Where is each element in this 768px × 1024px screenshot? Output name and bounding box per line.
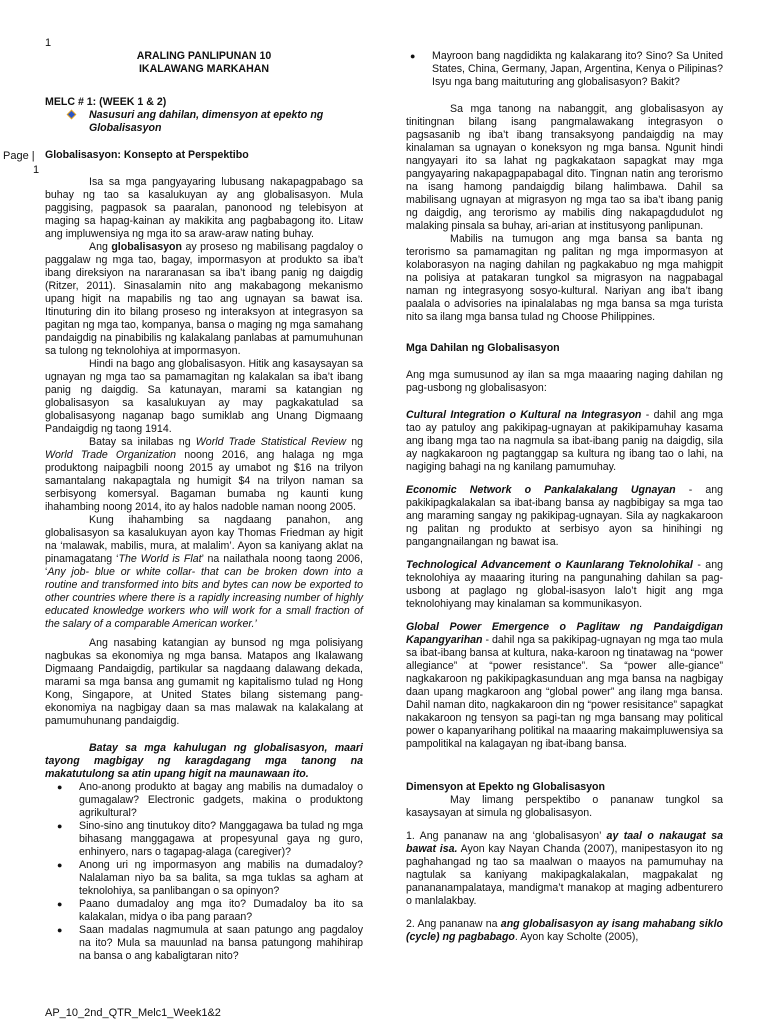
view-2: 2. Ang pananaw na ang globalisasyon ay isang mahabang siklo (cycle) ng pagbabago. Ayon kay Scholte (2005), <box>406 918 723 943</box>
section-title-dimensyon: Dimensyon at Epekto ng Globalisasyon <box>406 781 605 793</box>
list-item: ● Sino-sino ang tinutukoy dito? Manggagawa ba tulad ng mga bihasang manggagawa at propesyunal gaya ng guro, enhinyero, nars o tagapag-alaga (caregiver)? <box>79 820 363 859</box>
reason-3: Technological Advancement o Kaunlarang Teknolohikal - ang teknolohiya ay maaaring ituring na pangunahing dahilan sa pag-usbong at paglago ng global-isasyon lalo’t higit ang mga teknolohiyang may kinalaman sa kommunikasyon. <box>406 559 723 610</box>
paragraph-2: Ang globalisasyon ay proseso ng mabilisang pagdaloy o paggalaw ng mga tao, bagay, impormasyon at produkto sa iba’t ibang direksiyon na nararanasan sa iba’t ibang panig ng daigdig (Ritzer, 2011). Sinasalamin nito ang makabagong mekanismo upang higit na mapabilis ng tao ang ugnayan sa bawat isa. Itinuturing din ito bilang proseso ng interaksyon at integrasyon sa pagitan ng mga tao, kompanya, bansa o maging ng mga samahang pandaigdig na pinabibilis ng kalakalang panlabas at pamumuhunan sa tulong ng teknolohiya at impormasyon. <box>45 241 363 357</box>
questions-list-right <box>406 50 723 89</box>
section-title-konsepto: Globalisasyon: Konsepto at Perspektibo <box>45 149 249 161</box>
paragraph-r2: Mabilis na tumugon ang mga bansa sa banta ng terorismo sa pamamagitan ng palitan ng mga impormasyon at kolaborasyon na naging dahilan ng pagkakabuo ng mga mahigpit na polisiya at patakaran tungkol sa migrasyon na nagpabagal naman ng integrasyong sosyo-kultural. Nariyan ang iba’t ibang paalala o advisories na ipinalalabas ng mga bansa sa mga turista nito sa ilang mga bansa tulad ng Choose Philippines. <box>406 233 723 323</box>
document-header <box>45 50 363 76</box>
paragraph-1: Isa sa mga pangyayaring lubusang nakapagpabago sa buhay ng tao sa kasalukuyan ay ang globalisasyon. Mula paggising, pagpasok sa paaralan, panonood ng telebisyon at maging sa hapag-kainan ay makikita ang pagbabagong ito. Litaw ang impluwensiya ng mga ito sa araw-araw nating buhay. <box>45 176 363 240</box>
reason-4: Global Power Emergence o Paglitaw ng Pandaigdigan Kapangyarihan - dahil nga sa pakikipag-ugnayan ng mga tao mula sa ibat-ibang bansa at kultura, naka-karoon ng tinatawag na “power allegiance” at “power resistance”. Sa “power alle-giance” nagkakaroon ng pakikipagkasunduan ang mga bansa na nagbigay daan upang magkaroon ang “global power” ang ilang mga bansa. Dahil naman dito, nagkakaroon din ng “power resisitance” sapagkat nakakaroon ng tensyon sa pagi-tan ng mga bansang may political power o kapanyarihang politikal na maaaring makaimpluwensiya sa pampolitikal na kalagayan ng ibat-ibang bansa. <box>406 621 723 750</box>
view-1: 1. Ang pananaw na ang ‘globalisasyon’ ay taal o nakaugat sa bawat isa. Ayon kay Nayan Chanda (2007), manipestasyon ito ng paghahangad ng tao sa maalwan o maayos na pamumuhay na nagtulak sa kaniyang makipagkalakalan, magpakalat ng panananampalataya, mandigma’t manakop at maging adbenturero o manlalakbay. <box>406 830 723 907</box>
page-label-number: 1 <box>33 164 40 176</box>
friedman-quote: Any job- blue or white collar- that can be broken down into a routine and transformed into bits and bytes can now be exported to other countries where there is a rapidly increasing number of highly educated knowledge workers who will work for a small fraction of the salary of a comparable American worker.’ <box>45 566 363 630</box>
page-label <box>3 149 39 177</box>
view-1-emphasis: ay taal o nakaugat sa bawat isa. <box>406 830 723 855</box>
source-title: World Trade Statistical Review <box>195 436 347 448</box>
diamond-bullet-icon <box>65 109 79 121</box>
paragraph-r4: May limang perspektibo o pananaw tungkol sa kasaysayan at simula ng globalisasyon. <box>406 794 723 819</box>
view-2-emphasis: ang globalisasyon ay isang mahabang siklo (cycle) ng pagbabago <box>406 918 723 943</box>
list-item: ● Ano-anong produkto at bagay ang mabilis na dumadaloy o gumagalaw? Electronic gadgets, makina o produktong agrikultural? <box>79 781 363 820</box>
footer-filename: AP_10_2nd_QTR_Melc1_Week1&2 <box>45 1007 221 1019</box>
reason-2: Economic Network o Pankalakalang Ugnayan - ang pakikipagkalakalan sa ibat-ibang bansa ay nagbibigay sa mga tao ang maraming sangay ng pakikipag-ugnayan. Sila ay nagkakaroon ng palitan ng produkto at serbisyo ayon sa hinihingi ng pangangnailangan ng bawat isa. <box>406 484 723 548</box>
paragraph-6: Ang nasabing katangian ay bunsod ng mga polisiyang nagbukas sa ekonomiya ng mga bansa. Matapos ang Ikalawang Digmaang Pandaigdig, partikular sa nagdaang dalawang dekada, marami sa mga bansa ang gumamit ng kapitalismo tulad ng Hong Kong, Singapore, at United States bilang sistemang pang-ekonomiya na nagbigay daan sa mas malawak na kalakalang at pamumuhunang pandaigdig. <box>45 637 363 727</box>
left-column <box>45 50 363 963</box>
quarter-title: IKALAWANG MARKAHAN <box>138 63 270 75</box>
right-column <box>406 50 723 944</box>
questions-intro: Batay sa mga kahulugan ng globalisasyon, maari tayong magbigay ng karagdagang mga tanong na makatutulong sa atin upang higit na maunawaan ito. <box>45 742 363 780</box>
list-item: ● Paano dumadaloy ang mga ito? Dumadaloy ba ito sa kalakalan, midya o iba pang paraan? <box>79 898 363 924</box>
list-item: ● Saan madalas nagmumula at saan patungo ang pagdaloy na ito? Mula sa mauunlad na bansa patungong mahihirap na bansa o ang kabaligtaran nito? <box>79 924 363 963</box>
reason-term: Technological Advancement o Kaunlarang Teknolohikal <box>406 559 693 571</box>
page-number: 1 <box>45 37 52 49</box>
paragraph-3: Hindi na bago ang globalisasyon. Hitik ang kasaysayan sa ugnayan ng mga tao sa pamamagitan ng kalakalan sa iba’t ibang panig ng daigdig. Sa katunayan, marami sa katangian ng globalisasyon sa kasalukuyan ay may pagkakatulad sa globalisasyong naganap bago sumiklab ang Unang Digmaang Pandaigdig ng taong 1914. <box>45 358 363 435</box>
page-label-text: Page | <box>3 150 35 162</box>
term-globalisasyon: globalisasyon <box>111 241 182 253</box>
section-title-dahilan: Mga Dahilan ng Globalisasyon <box>406 342 560 354</box>
questions-list-left <box>45 781 363 963</box>
paragraph-5: Kung ihahambing sa nagdaang panahon, ang globalisasyon sa kasalukuyan ayon kay Thomas Friedman ay higit na ‘malawak, mabilis, mura, at malalim’. Ayon sa kaniyang aklat na pinamagatang ‘The World is Flat’ na nailathala noong taong 2006, ‘Any job- blue or white collar- that can be broken down into a routine and transformed into bits and bytes can now be exported to other countries where there is a rapidly increasing number of highly educated knowledge workers who will work for a small fraction of the salary of a comparable American worker.’ <box>45 514 363 630</box>
reason-term: Cultural Integration o Kultural na Integrasyon <box>406 409 642 421</box>
paragraph-4: Batay sa inilabas ng World Trade Statistical Review ng World Trade Organization noong 2016, ang halaga ng mga produktong naipagbili noong 2015 ay umabot ng $16 na trilyon samantalang nakapagtala ng humigit $4 na trilyon naman sa serbisyong komersyal. Bagaman bumaba ng kaunti kung ihahambing noong 2014, ito ay halos nadoble naman noong 2005. <box>45 436 363 513</box>
source-org: World Trade Organization <box>45 449 176 461</box>
objective-text: Nasusuri ang dahilan, dimensyon at epekto ng Globalisasyon <box>89 109 324 134</box>
melc-label: MELC # 1: (WEEK 1 & 2) <box>45 96 167 108</box>
subject-title: ARALING PANLIPUNAN 10 <box>136 50 272 62</box>
objective <box>65 109 363 135</box>
book-title: The World is Flat <box>118 553 202 565</box>
reason-1: Cultural Integration o Kultural na Integrasyon - dahil ang mga tao ay patuloy ang pakikipag-ugnayan at pakikipamuhay kasama ang ibang mga tao na nagmula sa ibat-ibang panig na daigdig, sila ay nagkakaroon ng pagtanggap sa kultura ng ibang tao o lahi, na nagiging bahagi na ng kanilang pamumuhay. <box>406 409 723 473</box>
paragraph-r3: Ang mga sumusunod ay ilan sa mga maaaring naging dahilan ng pag-usbong ng globalisasyon: <box>406 369 723 394</box>
list-item: ● Mayroon bang nagdidikta ng kalakarang ito? Sino? Sa United States, China, Germany, Japan, Argentina, Kenya o Pilipinas? Isyu nga bang maituturing ang globalisasyon? Bakit? <box>432 50 723 89</box>
reason-term: Global Power Emergence o Paglitaw ng Pandaigdigan Kapangyarihan <box>406 621 723 646</box>
list-item: ● Anong uri ng impormasyon ang mabilis na dumadaloy? Nalalaman niyo ba sa balita, sa mga tuklas sa agham at teknolohiya, sa panlibangan o sa opinyon? <box>79 859 363 898</box>
paragraph-r1: Sa mga tanong na nabanggit, ang globalisasyon ay tinitingnan bilang isang pangmalawakang integrasyon o pagsasanib ng iba’t ibang transaksyong pandaigdig na may kinalaman sa ugnayan o koneksyon ng mga bansa. Ngunit hindi nangyayari ito sa lahat ng pagkakataon sapagkat may mga pangyayaring nakapagpapabagal dito. Tingnan natin ang terorismo na isang hamong pandaigdig bilang halimbawa. Dahil sa mabilisang ugnayan at migrasyon ng mga tao sa iba’t ibang panig ng daigdig, ang terorismo ay mabilis ding nakapagdudulot ng malaking pinsala sa buhay, ari-arian at institusyong panlipunan. <box>406 103 723 232</box>
reason-term: Economic Network o Pankalakalang Ugnayan <box>406 484 676 496</box>
